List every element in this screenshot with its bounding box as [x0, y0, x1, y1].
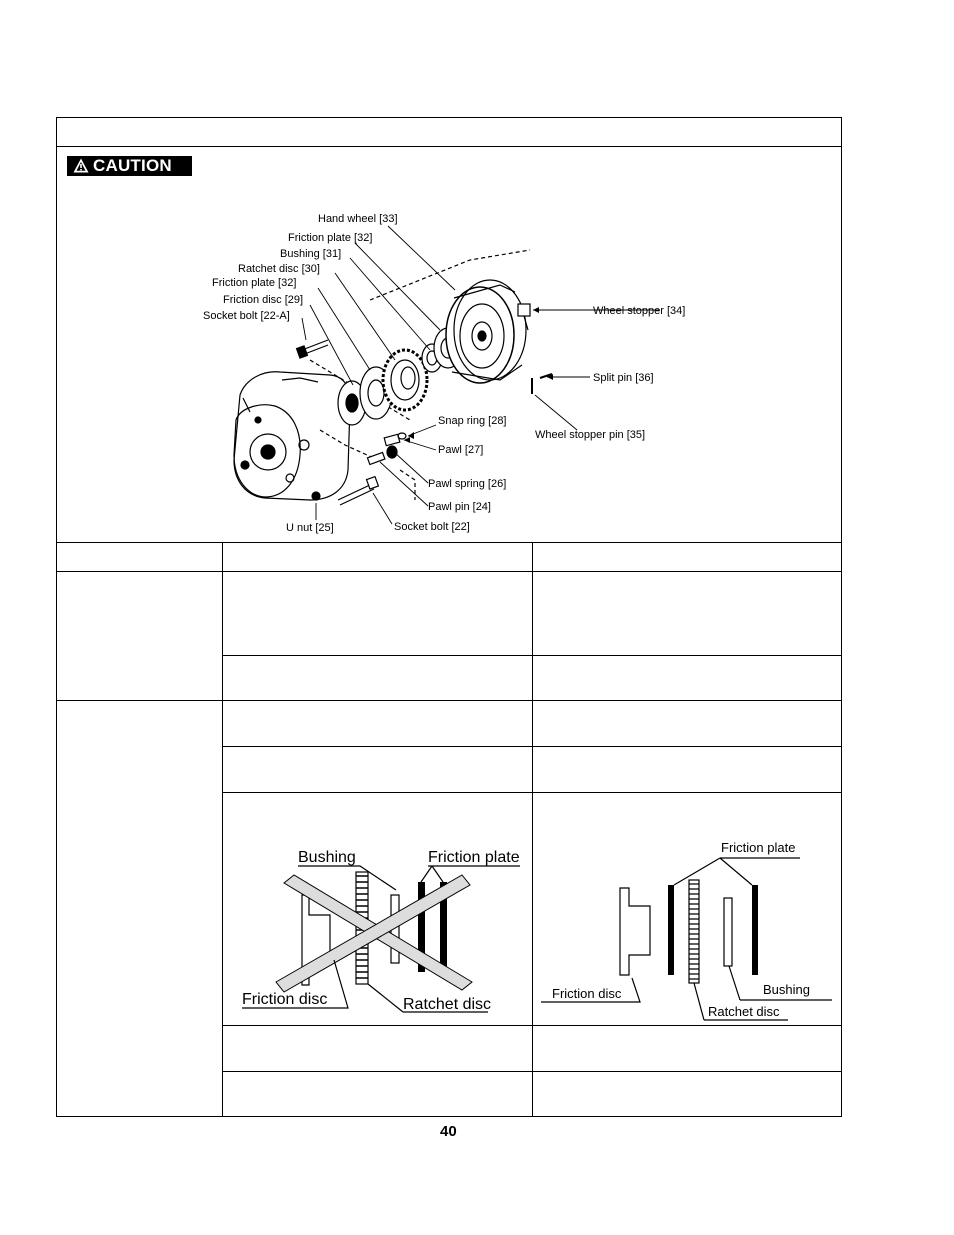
wrong-label-friction-plate: Friction plate [428, 849, 520, 866]
label-friction-disc: Friction disc [29] [223, 294, 304, 306]
table-rule [222, 542, 223, 1117]
label-friction-plate-lower: Friction plate [32] [212, 277, 297, 289]
label-ratchet-disc: Ratchet disc [30] [238, 263, 320, 275]
correct-friction-plate-1 [668, 885, 674, 975]
correct-ratchet-disc [689, 880, 699, 983]
table-rule [56, 146, 842, 147]
correct-assembly-diagram [538, 835, 838, 1023]
u-nut-25 [312, 492, 320, 500]
exploded-view-diagram [190, 200, 710, 540]
label-pawl-spring: Pawl spring [26] [428, 478, 507, 490]
socket-bolt-22a [297, 340, 328, 358]
correct-bushing [724, 898, 732, 966]
ratchet-disc-30 [383, 350, 427, 410]
wrong-label-friction-disc: Friction disc [242, 991, 328, 1008]
correct-label-friction-plate: Friction plate [721, 840, 796, 855]
page-number: 40 [440, 1123, 457, 1140]
caution-badge [67, 156, 192, 176]
table-rule [532, 542, 533, 1117]
correct-label-bushing: Bushing [763, 982, 810, 997]
wheel-stopper-34 [518, 304, 530, 330]
label-split-pin: Split pin [36] [593, 372, 654, 384]
label-bushing: Bushing [31] [280, 248, 342, 260]
table-rule [56, 700, 842, 701]
caution-label: CAUTION [93, 156, 172, 175]
wrong-label-bushing: Bushing [298, 849, 356, 866]
correct-label-friction-disc: Friction disc [552, 986, 622, 1001]
wrong-label-ratchet-disc: Ratchet disc [403, 996, 492, 1013]
label-pawl: Pawl [27] [438, 444, 484, 456]
label-socket-bolt-22: Socket bolt [22] [394, 521, 470, 533]
correct-friction-plate-2 [752, 885, 758, 975]
table-rule [56, 542, 842, 543]
label-wheel-stopper-pin: Wheel stopper pin [35] [535, 429, 646, 441]
label-friction-plate-upper: Friction plate [32] [288, 232, 373, 244]
label-socket-bolt-22a: Socket bolt [22-A] [203, 310, 290, 322]
label-snap-ring: Snap ring [28] [438, 415, 507, 427]
correct-label-ratchet-disc: Ratchet disc [708, 1004, 780, 1019]
wrong-assembly-diagram [230, 840, 530, 1020]
correct-friction-disc [620, 888, 650, 975]
table-rule [56, 571, 842, 572]
label-hand-wheel: Hand wheel [33] [318, 213, 398, 225]
label-pawl-pin: Pawl pin [24] [428, 501, 491, 513]
warning-triangle-icon [73, 158, 89, 173]
pawl-assembly [367, 433, 406, 464]
hand-wheel-33 [446, 280, 526, 383]
label-wheel-stopper: Wheel stopper [34] [593, 305, 686, 317]
label-u-nut: U nut [25] [286, 522, 334, 534]
